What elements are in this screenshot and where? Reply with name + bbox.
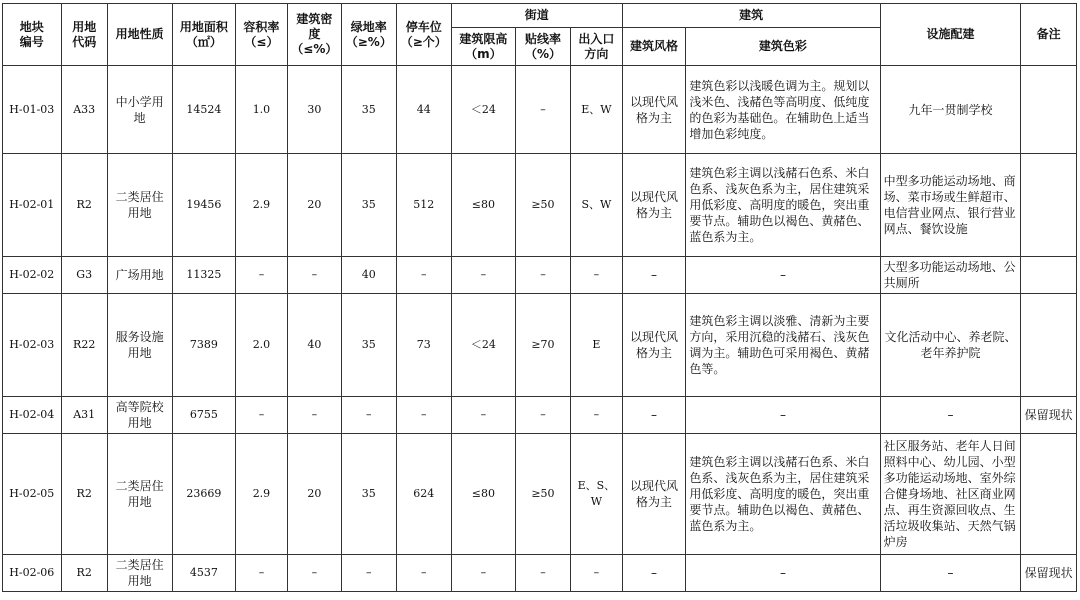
cell-entrance: – xyxy=(571,555,622,592)
cell-remarks xyxy=(1021,257,1077,294)
cell-block-id: H-02-02 xyxy=(3,257,62,294)
cell-area: 19456 xyxy=(172,154,236,257)
cell-height: ≤80 xyxy=(452,154,516,257)
cell-entrance: – xyxy=(571,257,622,294)
cell-parking: 624 xyxy=(396,434,451,555)
cell-land-code: A31 xyxy=(61,397,107,434)
cell-area: 11325 xyxy=(172,257,236,294)
cell-land-use: 中小学用地 xyxy=(107,66,172,154)
cell-parking: – xyxy=(396,555,451,592)
cell-land-use: 高等院校用地 xyxy=(107,397,172,434)
cell-color: – xyxy=(686,397,880,434)
cell-frontage: ≥50 xyxy=(515,154,570,257)
table-row xyxy=(3,154,1077,257)
cell-green: 35 xyxy=(342,66,396,154)
header-block-id: 地块 编号 xyxy=(3,4,62,66)
header-density: 建筑密 度 （≤%） xyxy=(287,4,341,66)
cell-color: – xyxy=(686,555,880,592)
cell-density: – xyxy=(287,555,341,592)
cell-land-code: R2 xyxy=(61,154,107,257)
cell-density: 30 xyxy=(287,66,341,154)
cell-density: 20 xyxy=(287,434,341,555)
cell-color: 建筑色彩主调以浅赭石色系、米白色系、浅灰色系为主，居住建筑采用低彩度、高明度的暖色，突出重要节点。辅助色以褐色、黄赭色、蓝色系为主。 xyxy=(686,154,880,257)
cell-height: ＜24 xyxy=(452,66,516,154)
cell-height: ＜24 xyxy=(452,294,516,397)
cell-remarks xyxy=(1021,434,1077,555)
header-height: 建筑限高 （m） xyxy=(452,28,516,66)
cell-parking: – xyxy=(396,257,451,294)
cell-style: 以现代风格为主 xyxy=(622,154,686,257)
header-style: 建筑风格 xyxy=(622,28,686,66)
cell-green: 40 xyxy=(342,257,396,294)
cell-parking: 73 xyxy=(396,294,451,397)
header-color: 建筑色彩 xyxy=(686,28,880,66)
cell-green: 35 xyxy=(342,154,396,257)
cell-block-id: H-02-01 xyxy=(3,154,62,257)
cell-land-code: R2 xyxy=(61,555,107,592)
cell-style: – xyxy=(622,397,686,434)
cell-frontage: ≥70 xyxy=(515,294,570,397)
cell-facilities: 大型多功能运动场地、公共厕所 xyxy=(880,257,1021,294)
cell-area: 4537 xyxy=(172,555,236,592)
cell-facilities: 社区服务站、老年人日间照料中心、幼儿园、小型多功能运动场地、室外综合健身场地、社区商业网点、再生资源回收点、生活垃圾收集站、天然气锅炉房 xyxy=(880,434,1021,555)
cell-style: 以现代风格为主 xyxy=(622,66,686,154)
cell-area: 6755 xyxy=(172,397,236,434)
cell-green: – xyxy=(342,555,396,592)
cell-remarks: 保留现状 xyxy=(1021,397,1077,434)
header-facilities: 设施配建 xyxy=(880,4,1021,66)
cell-height: – xyxy=(452,397,516,434)
cell-land-code: R2 xyxy=(61,434,107,555)
cell-entrance: S、W xyxy=(571,154,622,257)
cell-remarks xyxy=(1021,66,1077,154)
cell-far: – xyxy=(236,257,287,294)
cell-far: – xyxy=(236,397,287,434)
cell-parking: – xyxy=(396,397,451,434)
cell-style: – xyxy=(622,257,686,294)
cell-area: 23669 xyxy=(172,434,236,555)
cell-remarks: 保留现状 xyxy=(1021,555,1077,592)
cell-facilities: 九年一贯制学校 xyxy=(880,66,1021,154)
header-land-use: 用地性质 xyxy=(107,4,172,66)
header-land-code: 用地 代码 xyxy=(61,4,107,66)
table-row xyxy=(3,294,1077,397)
cell-frontage: ≥50 xyxy=(515,434,570,555)
header-green: 绿地率 （≥%） xyxy=(342,4,396,66)
cell-remarks xyxy=(1021,154,1077,257)
cell-color: 建筑色彩主调以淡雅、清新为主要方向，采用沉稳的浅赭石、浅灰色调为主。辅助色可采用褐色、黄赭色等。 xyxy=(686,294,880,397)
cell-density: – xyxy=(287,257,341,294)
cell-block-id: H-02-05 xyxy=(3,434,62,555)
cell-parking: 44 xyxy=(396,66,451,154)
header-parking: 停车位 （≥个） xyxy=(396,4,451,66)
cell-area: 7389 xyxy=(172,294,236,397)
cell-land-use: 二类居住用地 xyxy=(107,154,172,257)
cell-green: 35 xyxy=(342,434,396,555)
cell-block-id: H-02-06 xyxy=(3,555,62,592)
cell-land-use: 广场用地 xyxy=(107,257,172,294)
cell-land-code: R22 xyxy=(61,294,107,397)
header-entrance: 出入口 方向 xyxy=(571,28,622,66)
cell-land-code: G3 xyxy=(61,257,107,294)
cell-block-id: H-02-04 xyxy=(3,397,62,434)
cell-remarks xyxy=(1021,294,1077,397)
cell-green: 35 xyxy=(342,294,396,397)
cell-entrance: E xyxy=(571,294,622,397)
land-control-table xyxy=(2,3,1077,592)
cell-density: – xyxy=(287,397,341,434)
header-far: 容积率 （≤） xyxy=(236,4,287,66)
cell-far: 2.9 xyxy=(236,154,287,257)
cell-entrance: – xyxy=(571,397,622,434)
cell-frontage: – xyxy=(515,555,570,592)
cell-style: – xyxy=(622,555,686,592)
cell-land-use: 二类居住用地 xyxy=(107,555,172,592)
cell-frontage: – xyxy=(515,257,570,294)
cell-far: – xyxy=(236,555,287,592)
header-street-group: 街道 xyxy=(452,4,623,28)
cell-style: 以现代风格为主 xyxy=(622,294,686,397)
cell-facilities: 文化活动中心、养老院、老年养护院 xyxy=(880,294,1021,397)
cell-land-code: A33 xyxy=(61,66,107,154)
cell-facilities: – xyxy=(880,397,1021,434)
table-row xyxy=(3,434,1077,555)
cell-entrance: E、S、W xyxy=(571,434,622,555)
cell-far: 1.0 xyxy=(236,66,287,154)
cell-height: – xyxy=(452,555,516,592)
cell-color: – xyxy=(686,257,880,294)
cell-frontage: – xyxy=(515,66,570,154)
cell-density: 40 xyxy=(287,294,341,397)
cell-parking: 512 xyxy=(396,154,451,257)
cell-block-id: H-01-03 xyxy=(3,66,62,154)
header-building-group: 建筑 xyxy=(622,4,880,28)
cell-area: 14524 xyxy=(172,66,236,154)
cell-density: 20 xyxy=(287,154,341,257)
cell-green: – xyxy=(342,397,396,434)
header-area: 用地面积 （㎡） xyxy=(172,4,236,66)
table-row xyxy=(3,66,1077,154)
header-frontage: 贴线率 （%） xyxy=(515,28,570,66)
table-row xyxy=(3,257,1077,294)
cell-style: 以现代风格为主 xyxy=(622,434,686,555)
cell-facilities: 中型多功能运动场地、商场、菜市场或生鲜超市、电信营业网点、银行营业网点、餐饮设施 xyxy=(880,154,1021,257)
cell-frontage: – xyxy=(515,397,570,434)
cell-block-id: H-02-03 xyxy=(3,294,62,397)
cell-far: 2.0 xyxy=(236,294,287,397)
cell-far: 2.9 xyxy=(236,434,287,555)
cell-height: ≤80 xyxy=(452,434,516,555)
table-row xyxy=(3,397,1077,434)
cell-facilities: – xyxy=(880,555,1021,592)
cell-land-use: 二类居住用地 xyxy=(107,434,172,555)
cell-height: – xyxy=(452,257,516,294)
cell-entrance: E、W xyxy=(571,66,622,154)
header-remarks: 备注 xyxy=(1021,4,1077,66)
cell-color: 建筑色彩主调以浅赭石色系、米白色系、浅灰色系为主，居住建筑采用低彩度、高明度的暖色，突出重要节点。辅助色以褐色、黄赭色、蓝色系为主。 xyxy=(686,434,880,555)
cell-land-use: 服务设施用地 xyxy=(107,294,172,397)
cell-color: 建筑色彩以浅暖色调为主。规划以浅米色、浅赭色等高明度、低纯度的色彩为基础色。在辅助色上适当增加色彩纯度。 xyxy=(686,66,880,154)
table-row xyxy=(3,555,1077,592)
